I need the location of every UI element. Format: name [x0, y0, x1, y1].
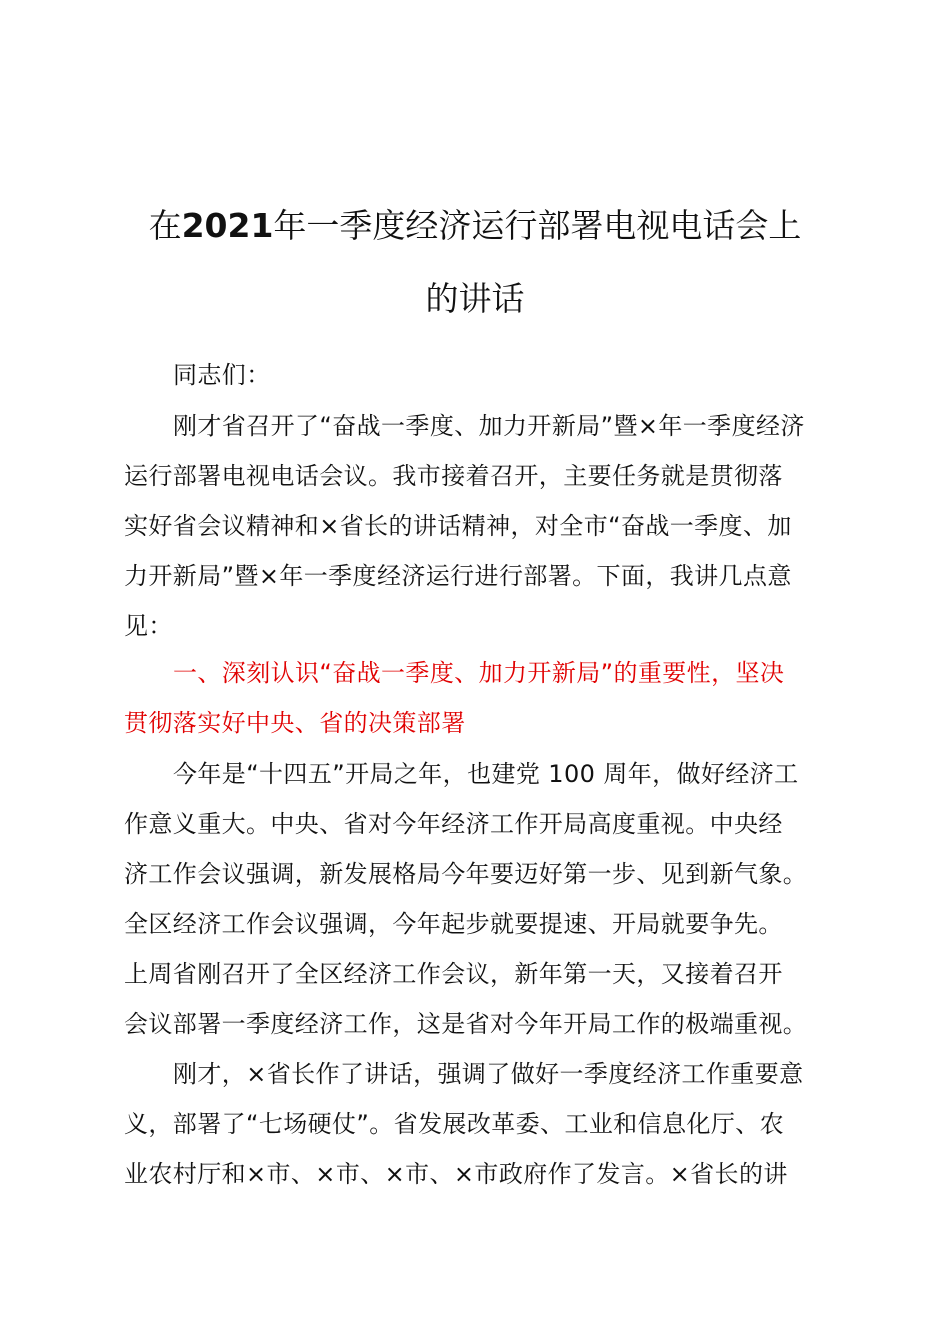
document-title-line-2: 的讲话 [425, 279, 525, 318]
paragraph1-line-5: 见： [124, 612, 173, 640]
paragraph1-line-3: 实好省会议精神和×省长的讲话精神，对全市“奋战一季度、加 [124, 512, 792, 540]
title-prefix: 在 [148, 206, 182, 245]
paragraph2-line-5: 上周省刚召开了全区经济工作会议，新年第一天，又接着召开 [124, 960, 783, 988]
paragraph2-line-6: 会议部署一季度经济工作，这是省对今年开局工作的极端重视。 [124, 1010, 808, 1038]
paragraph2-line-2: 作意义重大。中央、省对今年经济工作开局高度重视。中央经 [124, 810, 783, 838]
title-line1-rest: 年一季度经济运行部署电视电话会上 [273, 206, 802, 245]
paragraph1-line-2: 运行部署电视电话会议。我市接着召开，主要任务就是贯彻落 [124, 462, 783, 490]
paragraph3-line-2: 义，部署了“七场硬仗”。省发展改革委、工业和信息化厅、农 [124, 1110, 785, 1138]
paragraph1-line-4: 力开新局”暨×年一季度经济运行进行部署。下面，我讲几点意 [124, 562, 792, 590]
paragraph2-line-3: 济工作会议强调，新发展格局今年要迈好第一步、见到新气象。 [124, 860, 808, 888]
paragraph1-line-1: 刚才省召开了“奋战一季度、加力开新局”暨×年一季度经济 [173, 412, 805, 440]
salutation: 同志们： [173, 361, 271, 389]
title-year: 2021 [181, 206, 274, 245]
section1-heading-line-2: 贯彻落实好中央、省的决策部署 [124, 709, 466, 737]
paragraph2-line-1: 今年是“十四五”开局之年，也建党 100 周年，做好经济工 [173, 760, 799, 788]
paragraph3-line-3: 业农村厅和×市、×市、×市、×市政府作了发言。×省长的讲 [124, 1160, 788, 1188]
paragraph3-line-1: 刚才，×省长作了讲话，强调了做好一季度经济工作重要意 [173, 1060, 804, 1088]
document-title-line-1 [100, 199, 850, 253]
paragraph2-line-4: 全区经济工作会议强调，今年起步就要提速、开局就要争先。 [124, 910, 783, 938]
section1-heading-line-1: 一、深刻认识“奋战一季度、加力开新局”的重要性，坚决 [173, 659, 785, 687]
